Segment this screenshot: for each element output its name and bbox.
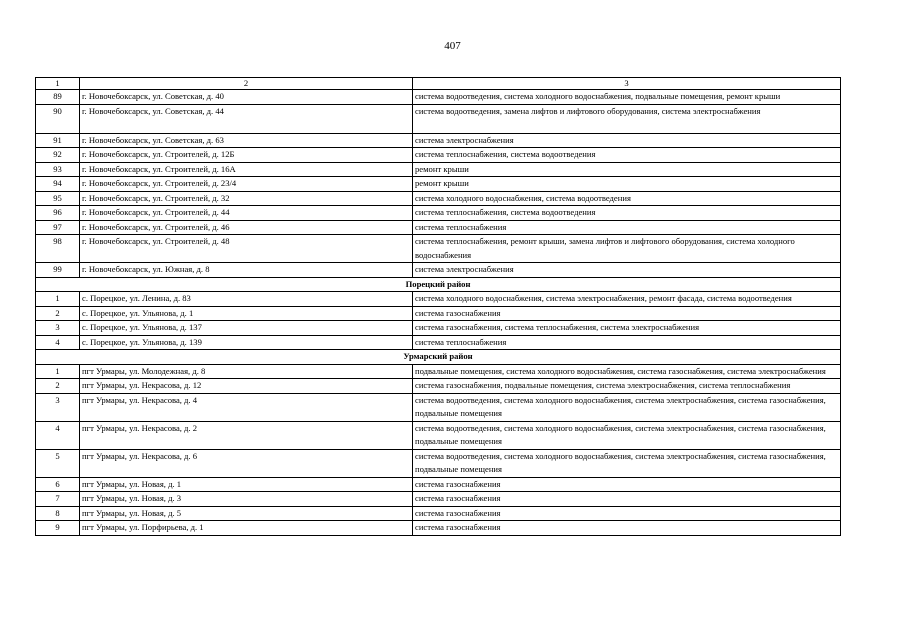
address-cell: г. Новочебоксарск, ул. Строителей, д. 23/4: [80, 177, 413, 192]
works-cell: ремонт крыши: [413, 177, 841, 192]
table-row: [36, 477, 841, 492]
column-number-row: [36, 78, 841, 90]
row-number-cell: 98: [36, 235, 80, 263]
row-number-cell: 1: [36, 292, 80, 307]
table-row: [36, 148, 841, 163]
address-cell: г. Новочебоксарск, ул. Строителей, д. 46: [80, 220, 413, 235]
address-cell: пгт Урмары, ул. Некрасова, д. 4: [80, 393, 413, 421]
row-number-cell: 8: [36, 506, 80, 521]
row-number-cell: 94: [36, 177, 80, 192]
works-cell: система холодного водоснабжения, система водоотведения: [413, 191, 841, 206]
row-number-cell: 1: [36, 364, 80, 379]
district-title: Порецкий район: [36, 277, 841, 292]
works-cell: система теплоснабжения, ремонт крыши, замена лифтов и лифтового оборудования, система холодного водоснабжения: [413, 235, 841, 263]
address-cell: пгт Урмары, ул. Новая, д. 1: [80, 477, 413, 492]
table-row: [36, 321, 841, 336]
address-cell: с. Порецкое, ул. Ульянова, д. 137: [80, 321, 413, 336]
table-row: [36, 421, 841, 449]
table-row: [36, 177, 841, 192]
table-row: [36, 162, 841, 177]
works-cell: система водоотведения, система холодного водоснабжения, система электроснабжения, система газоснабжения, подвальные помещения: [413, 421, 841, 449]
row-number-cell: 3: [36, 321, 80, 336]
works-cell: система водоотведения, замена лифтов и лифтового оборудования, система электроснабжения: [413, 104, 841, 133]
table-row: [36, 206, 841, 221]
works-cell: система теплоснабжения: [413, 335, 841, 350]
works-cell: система газоснабжения: [413, 521, 841, 536]
row-number-cell: 6: [36, 477, 80, 492]
column-number-cell: 3: [413, 78, 841, 90]
address-cell: пгт Урмары, ул. Некрасова, д. 12: [80, 379, 413, 394]
works-cell: система водоотведения, система холодного водоснабжения, система электроснабжения, система газоснабжения, подвальные помещения: [413, 449, 841, 477]
table-row: [36, 292, 841, 307]
works-cell: система газоснабжения: [413, 477, 841, 492]
address-cell: г. Новочебоксарск, ул. Советская, д. 44: [80, 104, 413, 133]
table-row: [36, 449, 841, 477]
table-row: [36, 263, 841, 278]
works-cell: система электроснабжения: [413, 263, 841, 278]
table-row: [36, 393, 841, 421]
table-row: [36, 521, 841, 536]
row-number-cell: 92: [36, 148, 80, 163]
address-cell: г. Новочебоксарск, ул. Советская, д. 40: [80, 90, 413, 105]
works-cell: система электроснабжения: [413, 133, 841, 148]
table-row: [36, 133, 841, 148]
works-cell: система теплоснабжения: [413, 220, 841, 235]
table-body: [36, 78, 841, 536]
row-number-cell: 97: [36, 220, 80, 235]
row-number-cell: 4: [36, 421, 80, 449]
row-number-cell: 3: [36, 393, 80, 421]
row-number-cell: 7: [36, 492, 80, 507]
row-number-cell: 9: [36, 521, 80, 536]
address-cell: г. Новочебоксарск, ул. Южная, д. 8: [80, 263, 413, 278]
table-row: [36, 364, 841, 379]
works-cell: система теплоснабжения, система водоотведения: [413, 206, 841, 221]
row-number-cell: 99: [36, 263, 80, 278]
table-row: [36, 506, 841, 521]
row-number-cell: 96: [36, 206, 80, 221]
works-table: [35, 77, 841, 536]
address-cell: пгт Урмары, ул. Молодежная, д. 8: [80, 364, 413, 379]
works-cell: система теплоснабжения, система водоотведения: [413, 148, 841, 163]
row-number-cell: 93: [36, 162, 80, 177]
address-cell: г. Новочебоксарск, ул. Строителей, д. 16А: [80, 162, 413, 177]
table-row: [36, 191, 841, 206]
table-row: [36, 492, 841, 507]
works-cell: система водоотведения, система холодного водоснабжения, подвальные помещения, ремонт крыши: [413, 90, 841, 105]
address-cell: г. Новочебоксарск, ул. Строителей, д. 12Б: [80, 148, 413, 163]
row-number-cell: 4: [36, 335, 80, 350]
table-row: [36, 379, 841, 394]
works-cell: система водоотведения, система холодного водоснабжения, система электроснабжения, система газоснабжения, подвальные помещения: [413, 393, 841, 421]
address-cell: с. Порецкое, ул. Ленина, д. 83: [80, 292, 413, 307]
address-cell: г. Новочебоксарск, ул. Строителей, д. 48: [80, 235, 413, 263]
district-title: Урмарский район: [36, 350, 841, 365]
row-number-cell: 5: [36, 449, 80, 477]
row-number-cell: 2: [36, 379, 80, 394]
table-row: [36, 90, 841, 105]
address-cell: пгт Урмары, ул. Некрасова, д. 2: [80, 421, 413, 449]
column-number-cell: 1: [36, 78, 80, 90]
table-row: [36, 104, 841, 133]
works-cell: система газоснабжения: [413, 306, 841, 321]
works-cell: система газоснабжения: [413, 492, 841, 507]
address-cell: г. Новочебоксарск, ул. Строителей, д. 44: [80, 206, 413, 221]
address-cell: г. Новочебоксарск, ул. Советская, д. 63: [80, 133, 413, 148]
table-row: [36, 220, 841, 235]
address-cell: пгт Урмары, ул. Новая, д. 5: [80, 506, 413, 521]
row-number-cell: 91: [36, 133, 80, 148]
address-cell: пгт Урмары, ул. Новая, д. 3: [80, 492, 413, 507]
address-cell: пгт Урмары, ул. Некрасова, д. 6: [80, 449, 413, 477]
address-cell: пгт Урмары, ул. Порфирьева, д. 1: [80, 521, 413, 536]
table-row: [36, 235, 841, 263]
works-cell: система холодного водоснабжения, система электроснабжения, ремонт фасада, система водоотведения: [413, 292, 841, 307]
table-row: [36, 306, 841, 321]
works-cell: система газоснабжения, система теплоснабжения, система электроснабжения: [413, 321, 841, 336]
address-cell: г. Новочебоксарск, ул. Строителей, д. 32: [80, 191, 413, 206]
page-number: 407: [444, 40, 461, 52]
works-cell: ремонт крыши: [413, 162, 841, 177]
works-cell: подвальные помещения, система холодного водоснабжения, система газоснабжения, система электроснабжения: [413, 364, 841, 379]
column-number-cell: 2: [80, 78, 413, 90]
row-number-cell: 2: [36, 306, 80, 321]
address-cell: с. Порецкое, ул. Ульянова, д. 1: [80, 306, 413, 321]
row-number-cell: 90: [36, 104, 80, 133]
table-row: [36, 335, 841, 350]
district-section-row: [36, 350, 841, 365]
works-cell: система газоснабжения, подвальные помещения, система электроснабжения, система теплоснабжения: [413, 379, 841, 394]
row-number-cell: 95: [36, 191, 80, 206]
district-section-row: [36, 277, 841, 292]
row-number-cell: 89: [36, 90, 80, 105]
works-cell: система газоснабжения: [413, 506, 841, 521]
address-cell: с. Порецкое, ул. Ульянова, д. 139: [80, 335, 413, 350]
